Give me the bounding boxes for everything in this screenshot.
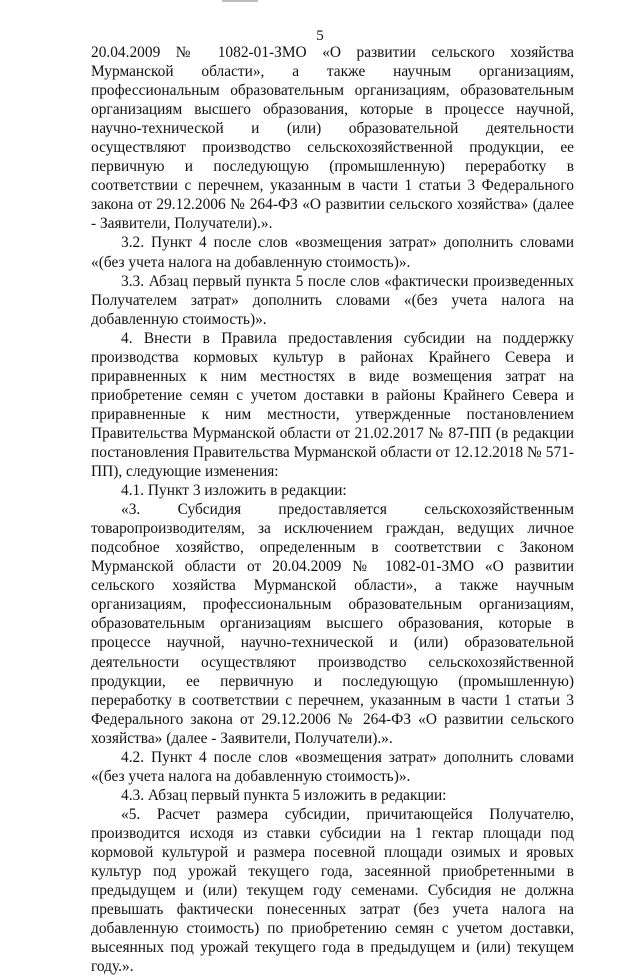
paragraph-4-1: 4.1. Пункт 3 изложить в редакции: [121,482,347,500]
paragraph-3-2: 3.2. Пункт 4 после слов «возмещения затрат» дополнить словами «(без учета налога на добавленную стоимость)». [91,234,574,271]
paragraph-quoted-3: «3. Субсидия предоставляется сельскохозяйственным товаропроизводителям, за исключением граждан, ведущих личное подсобное хозяйство, определенным в соответствии с Законом Мурманской области от 20.04.2009 № 1082-01-ЗМО «О развитии сельского хозяйства Мурманской области», а также научным организациям, профессиональным образовательным организациям, образовательным организациям высшего образования, которые в процессе научной, научно-технической и (или) образовательной деятельности осуществляют производство сельскохозяйственной продукции, ее первичную и последующую (промышленную) переработку в соответствии с перечнем, указанным в части 1 статьи 3 Федерального закона от 29.12.2006 № 264-ФЗ «О развитии сельского хозяйства» (далее - Заявители, Получатели).». [91,501,574,747]
paragraph-3-3: 3.3. Абзац первый пункта 5 после слов «фактически произведенных Получателем затрат» дополнить словами «(без учета налога на добавленную стоимость)». [91,272,574,328]
paragraph-4-3: 4.3. Абзац первый пункта 5 изложить в редакции: [121,786,447,804]
paragraph-4-2: 4.2. Пункт 4 после слов «возмещения затрат» дополнить словами «(без учета налога на добавленную стоимость)». [91,748,574,785]
page-number: 5 [316,28,324,44]
scan-artifact-mark [222,0,258,2]
paragraph-continuation: 20.04.2009 № 1082-01-ЗМО «О развитии сельского хозяйства Мурманской области», а также научным организациям, профессиональным образовательным организациям, образовательным организациям высшего образования, которые в процессе научной, научно-технической и (или) образовательной деятельности осуществляют производство сельскохозяйственной продукции, ее первичную и последующую (промышленную) переработку в соответствии с перечнем, указанным в части 1 статьи 3 Федерального закона от 29.12.2006 № 264-ФЗ «О развитии сельского хозяйства» (далее - Заявители, Получатели).». [91,44,574,233]
paragraph-4: 4. Внести в Правила предоставления субсидии на поддержку производства кормовых культур в районах Крайнего Севера и приравненных к ним местностях в виде возмещения затрат на приобретение семян с учетом доставки в районы Крайнего Севера и приравненные к ним местности, утвержденные постановлением Правительства Мурманской области от 21.02.2017 № 87-ПП (в редакции постановления Правительства Мурманской области от 12.12.2018 № 571-ПП), следующие изменения: [91,329,574,481]
paragraph-quoted-5: «5. Расчет размера субсидии, причитающейся Получателю, производится исходя из ставки субсидии на 1 гектар площади под кормовой культурой и размера посевной площади озимых и яровых культур под урожай текущего года, засеянной приобретенными в предыдущем и (или) текущем году семенами. Субсидия не должна превышать фактически понесенных затрат (без учета налога на добавленную стоимость) по приобретению семян с учетом доставки, высеянных под урожай текущего года в предыдущем и (или) текущем году.». [91,805,574,976]
document-body [91,43,574,976]
